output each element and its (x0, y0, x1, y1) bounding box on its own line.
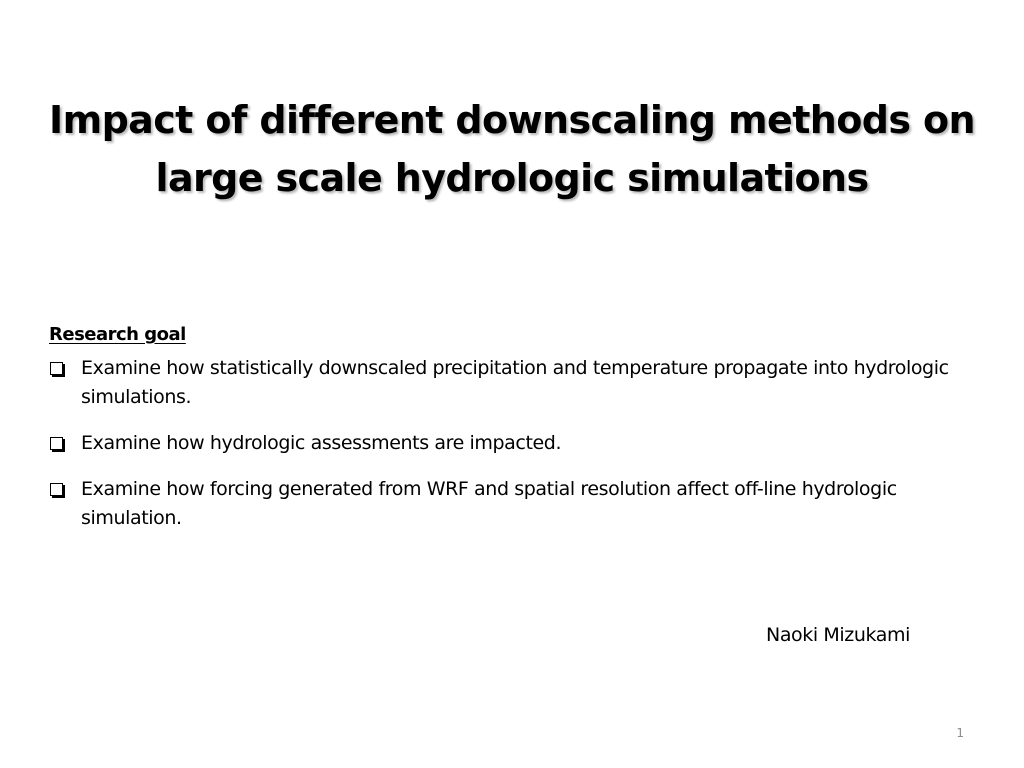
slide-title (20, 91, 1004, 207)
research-goal-list (49, 354, 979, 533)
title-line-1: Impact of different downscaling methods on (49, 98, 975, 143)
title-line-2: large scale hydrologic simulations (155, 156, 869, 201)
checkbox-icon (50, 483, 63, 496)
checkbox-icon (50, 437, 63, 450)
research-goal-section (49, 320, 979, 550)
page-number: 1 (956, 726, 964, 740)
research-goal-heading: Research goal (49, 324, 186, 345)
research-goal-item (49, 354, 979, 412)
research-goal-item (49, 429, 979, 458)
research-goal-text: Examine how hydrologic assessments are impacted. (81, 432, 562, 454)
checkbox-icon (50, 362, 63, 375)
author-name: Naoki Mizukami (766, 624, 910, 646)
research-goal-text: Examine how statistically downscaled precipitation and temperature propagate into hydrologic simulations. (81, 357, 949, 408)
research-goal-item (49, 475, 979, 533)
research-goal-text: Examine how forcing generated from WRF and spatial resolution affect off-line hydrologic simulation. (81, 478, 897, 529)
